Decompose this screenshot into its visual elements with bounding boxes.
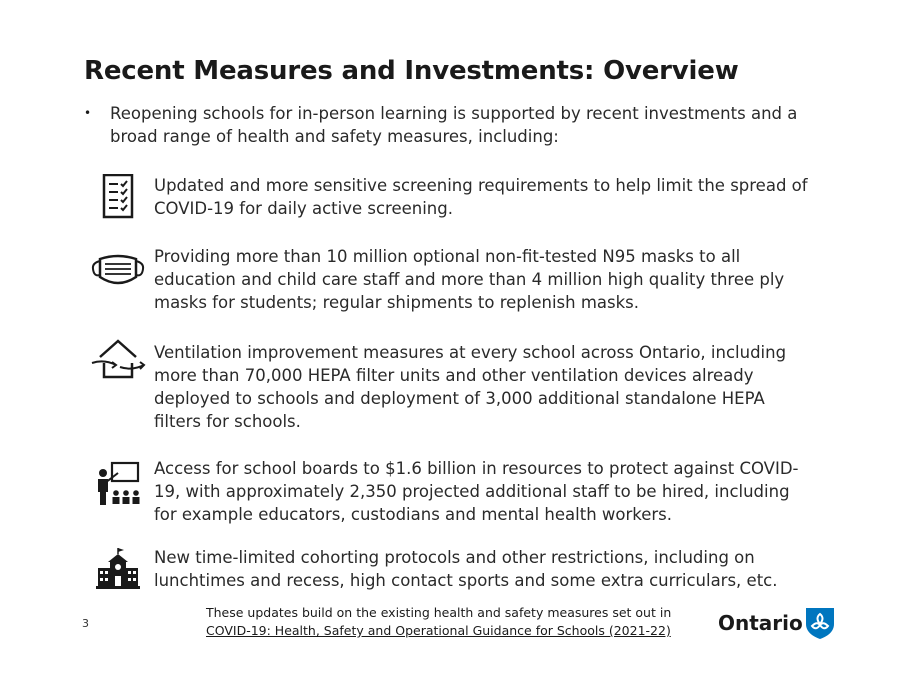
page-title: Recent Measures and Investments: Overview [84,56,739,86]
footnote [206,604,671,640]
footnote-text: These updates build on the existing health and safety measures set out in [206,605,672,620]
ontario-wordmark: Ontario [718,611,803,635]
bullet-dot: • [84,106,92,120]
guidance-link[interactable]: COVID-19: Health, Safety and Operational Guidance for Schools (2021-22) [206,623,671,638]
measure-text: Access for school boards to $1.6 billion in resources to protect against COVID-19, with approximately 2,350 projected additional staff to be hired, including for example educators, custodians and mental health workers. [154,459,799,524]
teacher-classroom-icon [90,459,146,509]
ontario-logo [718,606,838,642]
measure-text: Ventilation improvement measures at every school across Ontario, including more than 70,000 HEPA filter units and other ventilation devices already deployed to schools and deployment of 3,000 additional standalone HEPA filters for schools. [154,343,787,431]
measure-text: New time-limited cohorting protocols and other restrictions, including on lunchtimes and recess, high contact sports and some extra curriculars, etc. [154,548,778,590]
page-number: 3 [82,617,89,630]
ventilation-house-icon [90,337,146,387]
face-mask-icon [90,247,146,297]
trillium-icon [804,606,836,640]
school-building-icon [90,546,146,596]
measure-text: Providing more than 10 million optional non-fit-tested N95 masks to all education and child care staff and more than 4 million high quality three ply masks for students; regular shipments to replenish masks. [154,247,785,312]
measure-text: Updated and more sensitive screening requirements to help limit the spread of COVID-19 for daily active screening. [154,176,808,218]
intro-text: Reopening schools for in-person learning is supported by recent investments and a broad range of health and safety measures, including: [110,104,798,146]
checklist-icon [90,174,146,224]
